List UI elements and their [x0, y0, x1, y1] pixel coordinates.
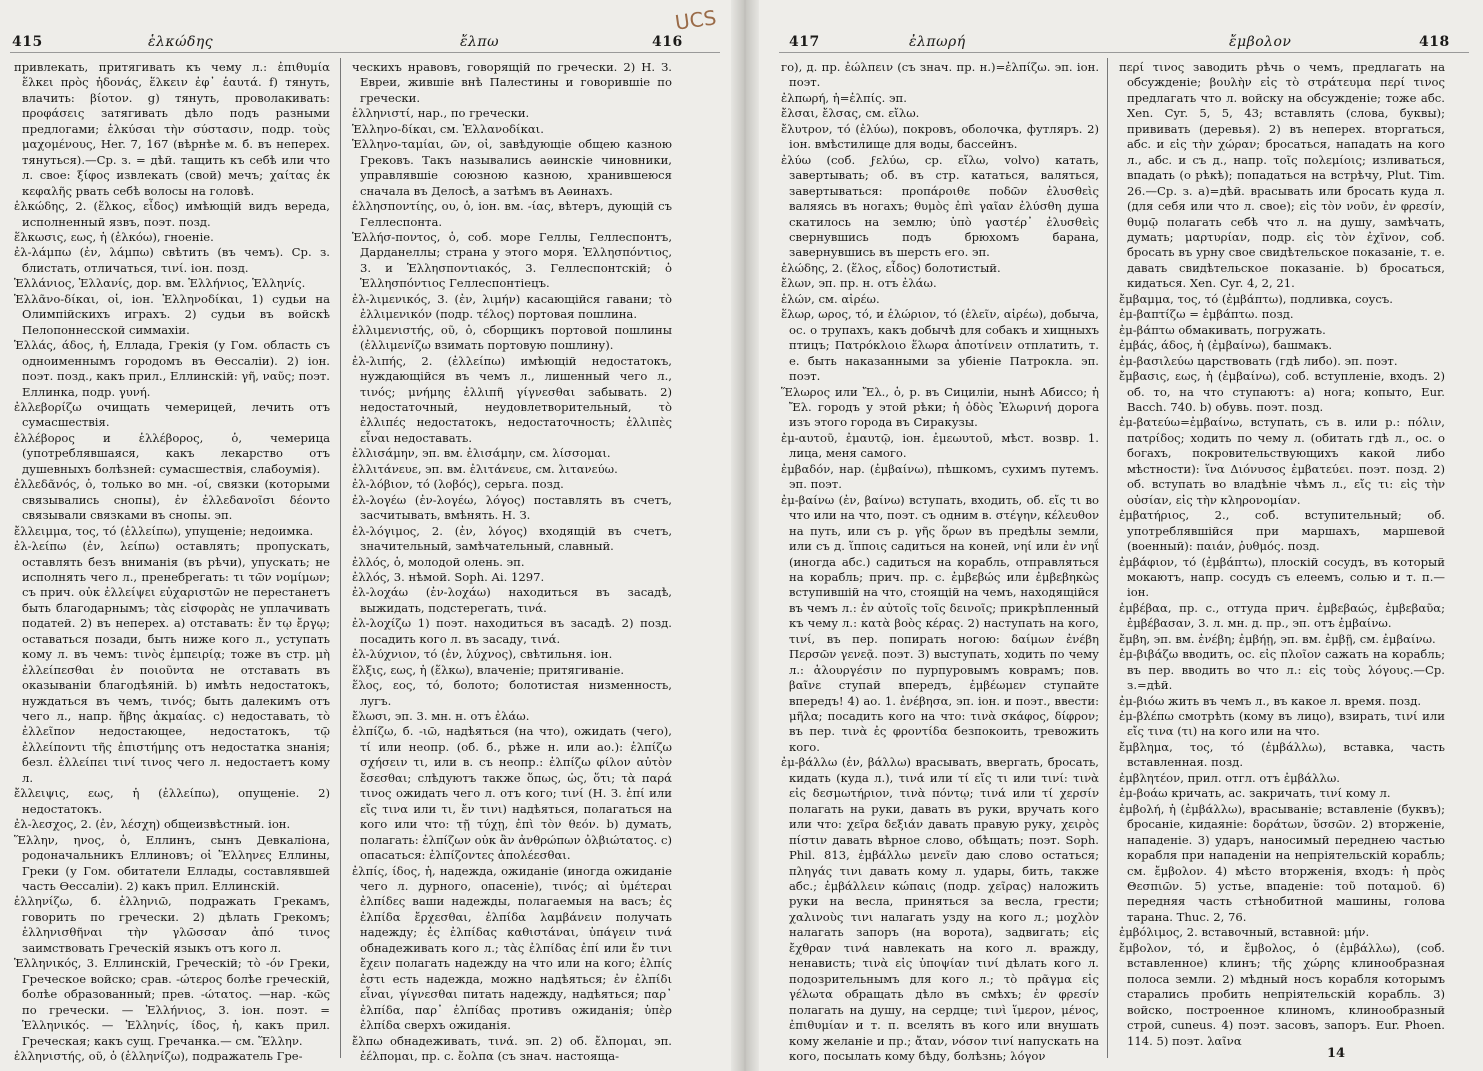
dictionary-entry: ἐμ-βαπτίζω = ἐμβάπτω. позд.: [1119, 307, 1294, 322]
dictionary-entry: ἐλ-λιμενικός, 3. (ἐν, λιμήν) касающійся гавани; τὸ ἐλλιμενικόν (подр. τέλος) портовая пошлина.: [352, 291, 672, 322]
dictionary-entry: ἐμ-βλέπω смотрѣть (кому въ лицо), взирать, τινί или εἴς τινα (τι) на кого или на что.: [1119, 709, 1445, 739]
dictionary-entry: ἐμ-βαίνω (ἐν, βαίνω) вступать, входить, об. εἴς τι во что или на что, поэт. съ одним в. στέγην, κέλευθον на путь, или съ р. γῆς ὅρων въ предѣлы земли, или съ д. ἵπποις садиться на коней, νηί или ἐν νηΐ (иногда абс.) садиться на корабль, отправляться на корабль; прич. пр. с. ἐμβεβώς или ἐμβεβηκὼς вступившій на что, стоящій на чемъ, находящійся въ чемъ л.: ἐν αὐτοῖς τοῖς δεινοῖς; прикрѣпленный къ чему л.: κατὰ βοὸς κέρας. 2) наступать на кого, τινί, въ пер. попирать ногою: δαίμων ἐνέβη Περσῶν γενεᾷ. поэт. 3) выступать, ходить по чему л.: ἁλουργέσιν по пурпуровымъ коврамъ; пов. βαῖνε ступай впередъ, ἐμβέωμεν ступайте впередъ! 4) ао. 1. ἐνέβησα, эп. іон. и поэт., ввести: μῆλα; посадить кого на что: τινὰ σκάφος, δίφρον; въ пер. τινὰ ἐς φροντίδα безпокоить, тревожить кого.: [781, 492, 1100, 754]
dictionary-entry: ἐλλός, ὁ, молодой олень. эп.: [352, 554, 525, 569]
dictionary-entry: ἐλπωρή, ἡ=ἐλπίς. эп.: [781, 90, 907, 105]
running-head: ἔμβολον: [1229, 34, 1292, 50]
dictionary-entry: ἐμβάς, άδος, ἡ (ἐμβαίνω), башмакъ.: [1119, 338, 1333, 353]
dictionary-entry: Ἑλλάς, άδος, ἡ, Еллада, Грекія (у Гом. область съ одноименнымъ городомъ въ Ѳессаліи). 2) іон. поэт. позд., какъ прил., Еллинскій: γῆ, ναῦς; поэт. Еллинка, подр. γυνή.: [14, 338, 330, 399]
page-number: 417: [789, 34, 820, 50]
header-rule: [779, 52, 1469, 53]
dictionary-entry: ἐλλέβορος и ἑλλέβορος, ὁ, чемерица (употреблявшаяся, какъ лекарство отъ душевныхъ болѣзней: сумасшествія, слабоумія).: [14, 430, 330, 476]
dictionary-entry: ἐμβλητέον, прил. отгл. отъ ἐμβάλλω.: [1119, 770, 1340, 785]
dictionary-entry: ἐμ-βάλλω (ἐν, βάλλω) врасывать, ввергать, бросать, кидать (куда л.), τινά или τί εἴς τι или τινί: τινὰ εἰς δεσμωτήριον, τινὰ πόντῳ; τινά или τί χερσίν полагать на руки, давать въ руки, вручать кого или что: χεῖρα δεξιάν давать правую руку, χειρὸς πίστιν давать вѣрное слово, обѣщать; поэт. Soph. Phil. 813, ἐμβάλλω μενεῖν даю слово остаться; πληγάς τινι давать кому л. удары, бить, также абс.; ἐμβάλλειν κώπαις (подр. χεῖρας) наложить руки на весла, приняться за весла, грести; χαλινοὺς τινι налагать узду на кого л.; μοχλὸν налагать запоръ (на ворота), задвигать; εἰς ἔχθραν τινά навлекать на кого л. вражду, ненависть; τινὰ εἰς ὑποψίαν τινί дѣлать кого л. подозрительнымъ для кого л.; τὸ πρᾶγμα εἰς γέλωτα обращать дѣло въ смѣхъ; ἐν φρεσίν полагать на душу, на сердце; τινὶ ἵμερον, μένος, ἐπιθυμίαν и т. п. вселять въ кого или внушать кому желаніе и пр.; ἄταν, νόσον τινί напускать на кого, посылать кому бѣду, болѣзнь; λόγον: [781, 755, 1099, 1063]
dictionary-entry: ἔλπω обнадеживать, τινά. эп. 2) об. ἔλπομαι, эп. ἐέλπομαι, пр. с. ἔολπα (съ знач. настояща-: [352, 1033, 672, 1063]
dictionary-column: [352, 60, 672, 1063]
page-number: 415: [12, 34, 43, 50]
dictionary-entry: ἐλπίζω, б. -ιῶ, надѣяться (на что), ожидать (чего), τί или неопр. (об. б., рѣже н. или ао.): ἐλπίζω σχήσειν τι, или в. съ неопр.: ἐλπίζω φίλον αὐτὸν ἔσεσθαι; слѣдуютъ также ὅπως, ὡς, ὅτι; τὰ παρά τινος ожидать чего л. отъ кого; τινί (Н. З. ἐπί или εἴς τινα или τι, ἔν τινι) надѣяться, полагаться на кого или что: τῇ τύχῃ, ἐπὶ τὸν θεόν. b) думать, полагать: ἐλπίζων οὐκ ἂν ἀνθρώπων ὀλβιώτατος. c) опасаться: ἐλπίζοντες ἀπολέεσθαι.: [352, 724, 672, 863]
dictionary-entry: ἔλσαι, ἔλσας, см. εἴλω.: [781, 106, 920, 121]
dictionary-entry: ἐμβατήριος, 2., соб. вступительный; об. употреблявшійся при маршахъ, маршевой (военный): παιάν, ῥυθμός. позд.: [1119, 508, 1445, 554]
column-rule: [1107, 58, 1108, 1058]
dictionary-entry: ἐμ-βοάω кричать, ас. закричать, τινί кому л.: [1119, 786, 1391, 801]
dictionary-entry: ἐλ-λόβιον, τό (λοβός), серьга. позд.: [352, 477, 564, 492]
dictionary-entry: ἐλ-λοχίζω 1) поэт. находиться въ засадѣ. 2) позд. посадить кого л. въ засаду, τινά.: [352, 616, 672, 646]
dictionary-entry: ἐλ-λιπής, 2. (ἐλλείπω) имѣющій недостатокъ, нуждающійся въ чемъ л., лишенный чего л., τινός; μνήμης ἐλλιπῆ γίγνεσθαι забывать. 2) недостаточный, неудовлетворительный, τὸ ἐλλιπές недостатокъ, недостаточность; ἐλλιπὲς εἶναι недоставать.: [352, 353, 672, 445]
dictionary-entry: ἑλληνίζω, б. ἑλληνιῶ, подражать Грекамъ, говорить по гречески. 2) дѣлать Грекомъ; ἑλληνισθῆναι τὴν γλῶσσαν ἀπό τινος заимствовать Греческій языкъ отъ кого л.: [14, 894, 330, 955]
dictionary-entry: ἔμβαμμα, τος, τό (ἐμβάπτω), подливка, соусъ.: [1119, 291, 1393, 306]
dictionary-entry: ἔλων, эп. пр. н. отъ ἐλάω.: [781, 276, 937, 291]
dictionary-entry: ἐμ-βιβάζω вводить, ос. εἰς πλοῖον сажать на корабль; въ пер. вводить во что л.: εἰς τοὺς λόγους.—Ср. з.=дѣй.: [1119, 647, 1445, 693]
left-page: [0, 0, 731, 1071]
dictionary-entry: ἕλος, εος, τό, болото; болотистая низменность, лугъ.: [352, 678, 672, 708]
dictionary-entry: Ἑλλᾶνο-δίκαι, οἱ, іон. Ἑλληνοδίκαι, 1) судьи на Олимпійскихъ играхъ. 2) судьи въ войскѣ Пелопоннесской симмахіи.: [14, 291, 330, 337]
right-page: [759, 0, 1483, 1071]
dictionary-entry: ἐμ-αυτοῦ, ἐμαυτῷ, іон. ἐμεωυτοῦ, мѣст. возвр. 1. лица, меня самого.: [781, 430, 1099, 461]
dictionary-entry: ἐλλεβορίζω очищать чемерицей, лечить отъ сумасшествія.: [14, 399, 330, 430]
dictionary-entry: ἑλκώδης, 2. (ἕλκος, εἶδος) имѣющій видъ вереда, исполненный язвъ, поэт. позд.: [14, 199, 330, 229]
dictionary-entry: ἕλξις, εως, ἡ (ἕλκω), влаченіе; притягиваніе.: [352, 662, 625, 677]
dictionary-entry: ἑλληνιστής, οῦ, ὁ (ἑλληνίζω), подражатель Гре-: [14, 1049, 303, 1063]
dictionary-entry: ἔλλειμμα, τος, τό (ἐλλείπω), упущеніе; недоимка.: [14, 523, 314, 538]
dictionary-column: [1119, 60, 1445, 1055]
dictionary-entry: привлекать, притягивать къ чему л.: ἐπιθυμία ἕλκει πρὸς ἡδονάς, ἕλκειν ἐφ᾽ ἑαυτά. f) тянуть, влачить: βίοτον. g) тянуть, проволакивать: προφάσεις затягивать дѣло подъ разными предлогами; ἑλκύσαι τὴν σύστασιν, подр. τοὺς μαχομένους, Her. 7, 167 (вѣрнѣе м. б. въ неперех. тянуться).—Ср. з. = дѣй. тащить къ себѣ или что л. свое: ξίφος извлекать (свой) мечъ; χαίτας ἐκ κεφαλῆς рвать себѣ волосы на головѣ.: [14, 60, 330, 198]
dictionary-entry: ἔλωσι, эп. 3. мн. н. отъ ἐλάω.: [352, 709, 530, 724]
dictionary-entry: Ἑλλήσ-ποντος, ὁ, соб. море Геллы, Геллеспонтъ, Дарданеллы; страна у этого моря. Ἑλλησπόντιος, 3. и Ἑλλησποντιακός, 3. Геллеспонтскій; ὁ Ἑλλησπόντιος Геллеспонтіецъ.: [352, 229, 672, 291]
dictionary-entry: ἐλύω (соб. ϝελύω, ср. εἴλω, volvo) катать, завертывать; об. въ стр. кататься, валяться, завертываться: προπάροιθε ποδῶν ἐλυσθεὶς валяясь въ ногахъ; θυμὸς ἐπὶ γαῖαν ἐλύσθη душа скатилось на землю; ὑπὸ γαστέρ᾽ ἐλυσθεὶς свернувшись подъ брюхомъ барана, завернувшись въ шерсть его. эп.: [781, 152, 1099, 260]
column-rule: [340, 58, 341, 1058]
dictionary-entry: ἐλλιτάνευε, эп. вм. ἐλιτάνευε, см. λιτανεύω.: [352, 461, 618, 476]
dictionary-entry: ἐλλιμενιστής, οῦ, ὁ, сборщикъ портовой пошлины (ἐλλιμενίζω взимать портовую пошлину).: [352, 322, 672, 353]
dictionary-entry: ἑλληνιστί, нар., по гречески.: [352, 106, 530, 121]
dictionary-entry: ἔλυτρον, τό (ἐλύω), покровъ, оболочка, футляръ. 2) іон. вмѣстилище для воды, бассейнъ.: [781, 121, 1099, 152]
dictionary-entry: ἐμβολή, ἡ (ἐμβάλλω), врасываніе; вставленіе (буквъ); бросаніе, кидаяніе: δοράτων, ὕσσῶν. 2) вторженіе, нападеніе. 3) ударъ, наносимый переднею частью корабля при нападеніи на непріятельскій корабль; см. ἔμβολον. 4) мѣсто вторженія, входъ: ἡ πρὸς Θεσπιῶν. 5) устье, впаденіе: τοῦ ποταμοῦ. 6) передняя часть стѣнобитной машины, голова тарана. Thuc. 2, 76.: [1119, 801, 1445, 924]
dictionary-entry: ἑλλησποντίης, ου, ὁ, іон. вм. -ίας, вѣтеръ, дующій съ Геллеспонта.: [352, 199, 672, 229]
dictionary-entry: ἐλ-λύχνιον, τό (ἐν, λύχνος), свѣтильня. іон.: [352, 647, 613, 662]
page-number: 416: [652, 34, 683, 50]
running-head: ἑλκώδης: [148, 34, 214, 50]
running-head: ἐλπωρή: [909, 34, 966, 50]
dictionary-entry: ἕλωρ, ωρος, τό, и ἑλώριον, τό (ἑλεῖν, αἱρέω), добыча, ос. о трупахъ, какъ добычѣ для собакъ и хищныхъ птицъ; Πατρόκλοιο ἕλωρα ἀποτίνειν отплатить, т. е. быть наказанными за убіеніе Патрокла. эп. поэт.: [781, 307, 1099, 384]
dictionary-entry: ἐμ-βάπτω обмакивать, погружать.: [1119, 322, 1326, 337]
book-gutter: [731, 0, 759, 1071]
dictionary-entry: го), д. пр. ἐώλπειν (съ знач. пр. н.)=ἐλπίζω. эп. іон. поэт.: [781, 60, 1099, 90]
dictionary-entry: ἔμβλημα, τος, τό (ἐμβάλλω), вставка, часть вставленная. позд.: [1119, 739, 1445, 770]
dictionary-entry: ἐλλισάμην, эп. вм. ἐλισάμην, см. λίσσομαι.: [352, 446, 611, 461]
dictionary-entry: Ἕλλην, ηνος, ὁ, Еллинъ, сынъ Девкаліона, родоначальникъ Еллиновъ; οἱ Ἕλληνες Еллины, Греки (у Гом. обитатели Еллады, составлявшей часть Ѳессаліи). 2) какъ прил. Еллинскій.: [14, 832, 330, 894]
dictionary-entry: ἐλ-λοχάω (ἐν-λοχάω) находиться въ засадѣ, выжидать, подстерегать, τινά.: [352, 585, 672, 615]
dictionary-entry: ἐμβαδόν, нар. (ἐμβαίνω), пѣшкомъ, сухимъ путемъ. эп. поэт.: [781, 461, 1099, 492]
dictionary-entry: Ἑλλάνιος, Ἑλλανίς, дор. вм. Ἑλλήνιος, Ἑλληνίς.: [14, 276, 306, 291]
dictionary-entry: ἐλλεδᾶνός, ὁ, только во мн. -οί, связки (которыми связывались снопы), ἐν ἐλλεδανοῖσι δέοντο связывали связками въ снопы. эп.: [14, 477, 330, 523]
dictionary-entry: ἐμβόλιμος, 2. вставочный, вставной: μήν.: [1119, 925, 1370, 940]
dictionary-entry: περί τινος заводить рѣчь о чемъ, предлагать на обсужденіе; βουλὴν εἰς τὸ στράτευμα περί τινος предлагать что л. войску на обсужденіе; тоже абс. Xen. Cyr. 5, 5, 43; вставлять (слова, буквы); прививать (деревья). 2) въ неперех. вторгаться, абс. и εἰς τὴν χώραν; бросаться, нападать на кого л., абс. и съ д., напр. τοῖς πολεμίοις; изливаться, впадать (о рѣкѣ); попадаться на встрѣчу, Plut. Tim. 26.—Ср. з. а)=дѣй. врасывать или бросать куда л. (для себя или что л. свое); εἰς τὸν νοῦν, ἐν φρεσίν, θυμῷ полагать себѣ что л. на душу, замѣчать, думать; μαρτυρίαν, подр. εἰς τὸν ἐχῖνον, соб. бросать въ урну свое свидѣтельское показаніе, т. е. давать свидѣтельское показаніе. b) бросаться, кидаться. Xen. Cyr. 4, 2, 21.: [1119, 60, 1445, 291]
dictionary-entry: Ἑλληνο-δίκαι, см. Ἑλλανοδίκαι.: [352, 121, 544, 136]
dictionary-entry: ἔμβη, эп. вм. ἐνέβη; ἐμβήῃ, эп. вм. ἐμβῇ, см. ἐμβαίνω.: [1119, 631, 1436, 646]
header-rule: [10, 52, 720, 53]
dictionary-entry: ἕλκωσις, εως, ἡ (ἑλκόω), гноеніе.: [14, 229, 214, 244]
dictionary-entry: ἐλλός, 3. нѣмой. Soph. Ai. 1297.: [352, 569, 545, 584]
dictionary-entry: ἔλλειψις, εως, ἡ (ἐλλείπω), опущеніе. 2) недостатокъ.: [14, 786, 330, 816]
dictionary-column: [14, 60, 330, 1063]
running-head: ἔλπω: [460, 34, 500, 50]
dictionary-entry: ἔμβολον, τό, и ἔμβολος, ὁ (ἐμβάλλω), (соб. вставленное) клинъ; τῆς χώρης клинообразная полоса земли. 2) мѣдный носъ корабля которымъ старались пробить непріятельскій корабль. 3) войско, построенное клиномъ, клинообразный строй, cuneus. 4) поэт. засовъ, запоръ. Eur. Phoen. 114. 5) поэт. λαῖνα: [1119, 940, 1445, 1048]
dictionary-entry: ἐλ-λόγιμος, 2. (ἐν, λόγος) входящій въ счетъ, значительный, замѣчательный, славный.: [352, 523, 672, 554]
dictionary-entry: ἐλ-λάμπω (ἐν, λάμπω) свѣтить (въ чемъ). Ср. з. блистать, отличаться, τινί. іон. позд.: [14, 245, 330, 275]
dictionary-entry: Ἑλληνο-ταμίαι, ῶν, οἱ, завѣдующіе общею казною Грековъ. Такъ назывались аѳинскіе чиновники, управлявшіе союзною казною, хранившеюся сначала въ Делосѣ, а затѣмъ въ Аѳинахъ.: [352, 137, 672, 198]
dictionary-column: [781, 60, 1100, 1063]
dictionary-entry: ческихъ нравовъ, говорящій по гречески. 2) Н. З. Евреи, жившіе внѣ Палестины и говорившіе по гречески.: [352, 60, 672, 105]
dictionary-entry: ἐμβέβαα, пр. с., оттуда прич. ἐμβεβαώς, ἐμβεβαῦα; ἐμβέβασαν, 3. л. мн. д. пр., эп. отъ ἐμβαίνω.: [1119, 600, 1445, 631]
dictionary-entry: ἐλ-λείπω (ἐν, λείπω) оставлять; пропускать, оставлять безъ вниманія (въ рѣчи), упускать; не исполнять чего л., пренебрегать: τι τῶν νομίμων; съ прич. οὐκ ἐλλείψει εὐχαριστῶν не перестанетъ быть благодарнымъ; τὰς εἰσφορὰς не уплачивать податей. 2) въ неперех. а) отставать: ἔν τῳ ἔργῳ; оставаться позади, быть ниже кого л., уступать кому л. въ чемъ: τινὸς ἐμπειρίᾳ; тоже въ стр. μὴ ἐλλείπεσθαι ἐν ποιοῦντα не отставать въ оказываніи благодѣяній. b) имѣть недостатокъ, нуждаться въ чемъ, τινός; быть далекимъ отъ чего л., напр. ἥβης ἀκμαίας. c) недоставать, τὸ ἐλλεῖπον недостающее, недостатокъ, τῷ ἐλλείποντι τῆς ἐπιστήμης отъ недостатка знанія; безл. ἐλλείπει τινί τινος чего л. недостаетъ кому л.: [14, 539, 330, 785]
dictionary-entry: ἑλών, см. αἱρέω.: [781, 291, 880, 306]
dictionary-entry: ἐμβάφιον, τό (ἐμβάπτω), плоскій сосудъ, въ который мокаютъ, напр. сосудъ съ елеемъ, солью и т. п.—іон.: [1119, 554, 1445, 600]
dictionary-entry: ἐλ-λεσχος, 2. (ἐν, λέσχη) общеизвѣстный. іон.: [14, 817, 291, 832]
dictionary-entry: ἐλπίς, ίδος, ἡ, надежда, ожиданіе (иногда ожиданіе чего л. дурного, опасеніе), τινός; αἱ ὑμέτεραι ἐλπίδες ваши надежды, полагаемыя на васъ; ἐς ἐλπίδα ἔρχεσθαι, ἐλπίδα λαμβάνειν получать надежду; ἐς ἐλπίδας καθιστάναι, ὑπάγειν τινά обнадеживать кого л.; τὰς ἐλπίδας ἐπί или ἔν τινι ἔχειν полагать надежду на что или на кого; ἐλπίς ἐστι есть надежда, можно надѣяться; ἐν ἐλπίδι εἶναι, γίγνεσθαι питать надежду, надѣяться; παρ᾽ ἐλπίδα, παρ᾽ ἐλπίδας противъ ожиданія; ὑπὲρ ἐλπίδα сверхъ ожиданія.: [352, 863, 672, 1033]
dictionary-entry: ἐμ-βιόω жить въ чемъ л., въ какое л. время. позд.: [1119, 693, 1422, 708]
dictionary-entry: ἐλ-λογέω (ἐν-λογέω, λόγος) поставлять въ счетъ, засчитывать, вмѣнять. Н. З.: [352, 492, 672, 523]
dictionary-entry: ἐμ-βατεύω=ἐμβαίνω, вступать, съ в. или р.: πόλιν, πατρίδος; ходить по чему л. (обитать гдѣ л., ос. о богахъ, покровительствующихъ какой либо мѣстности): ἵνα Διόνυσος ἐμβατεύει. поэт. позд. 2) об. вступать во владѣніе чѣмъ л., εἴς τι: εἰς τὴν οὐσίαν, εἰς τὴν κληρονομίαν.: [1119, 415, 1445, 507]
dictionary-entry: Ἑλληνικός, 3. Еллинскій, Греческій; τὸ -όν Греки, Греческое войско; срав. -ώτερος болѣе греческій, болѣе образованный; прев. -ώτατος. —нар. -κῶς по гречески. — Ἑλλήνιος, 3. іон. поэт. = Ἑλληνικός. — Ἑλληνίς, ίδος, ἡ, какъ прил. Греческая; какъ сущ. Гречанка.— см. Ἕλλην.: [14, 956, 330, 1048]
margin-mark: UCS: [673, 5, 718, 35]
dictionary-entry: ἔμβασις, εως, ἡ (ἐμβαίνω), соб. вступленіе, входъ. 2) об. то, на что ступаютъ: а) нога; копыто, Eur. Bacch. 740. b) обувь. поэт. позд.: [1119, 369, 1445, 414]
dictionary-entry: Ἕλωρος или Ἔλ., ὁ, р. въ Сициліи, нынѣ Абиссо; ἡ Ἔλ. городъ у этой рѣки; ἡ ὁδὸς Ἐλωρινή дорога изъ этого города въ Сиракузы.: [781, 384, 1099, 430]
signature-mark: 14: [1327, 1046, 1346, 1061]
page-number: 418: [1419, 34, 1450, 50]
dictionary-entry: ἑλώδης, 2. (ἕλος, εἶδος) болотистый.: [781, 260, 1001, 275]
dictionary-entry: ἐμ-βασιλεύω царствовать (гдѣ либо). эп. поэт.: [1119, 353, 1398, 368]
